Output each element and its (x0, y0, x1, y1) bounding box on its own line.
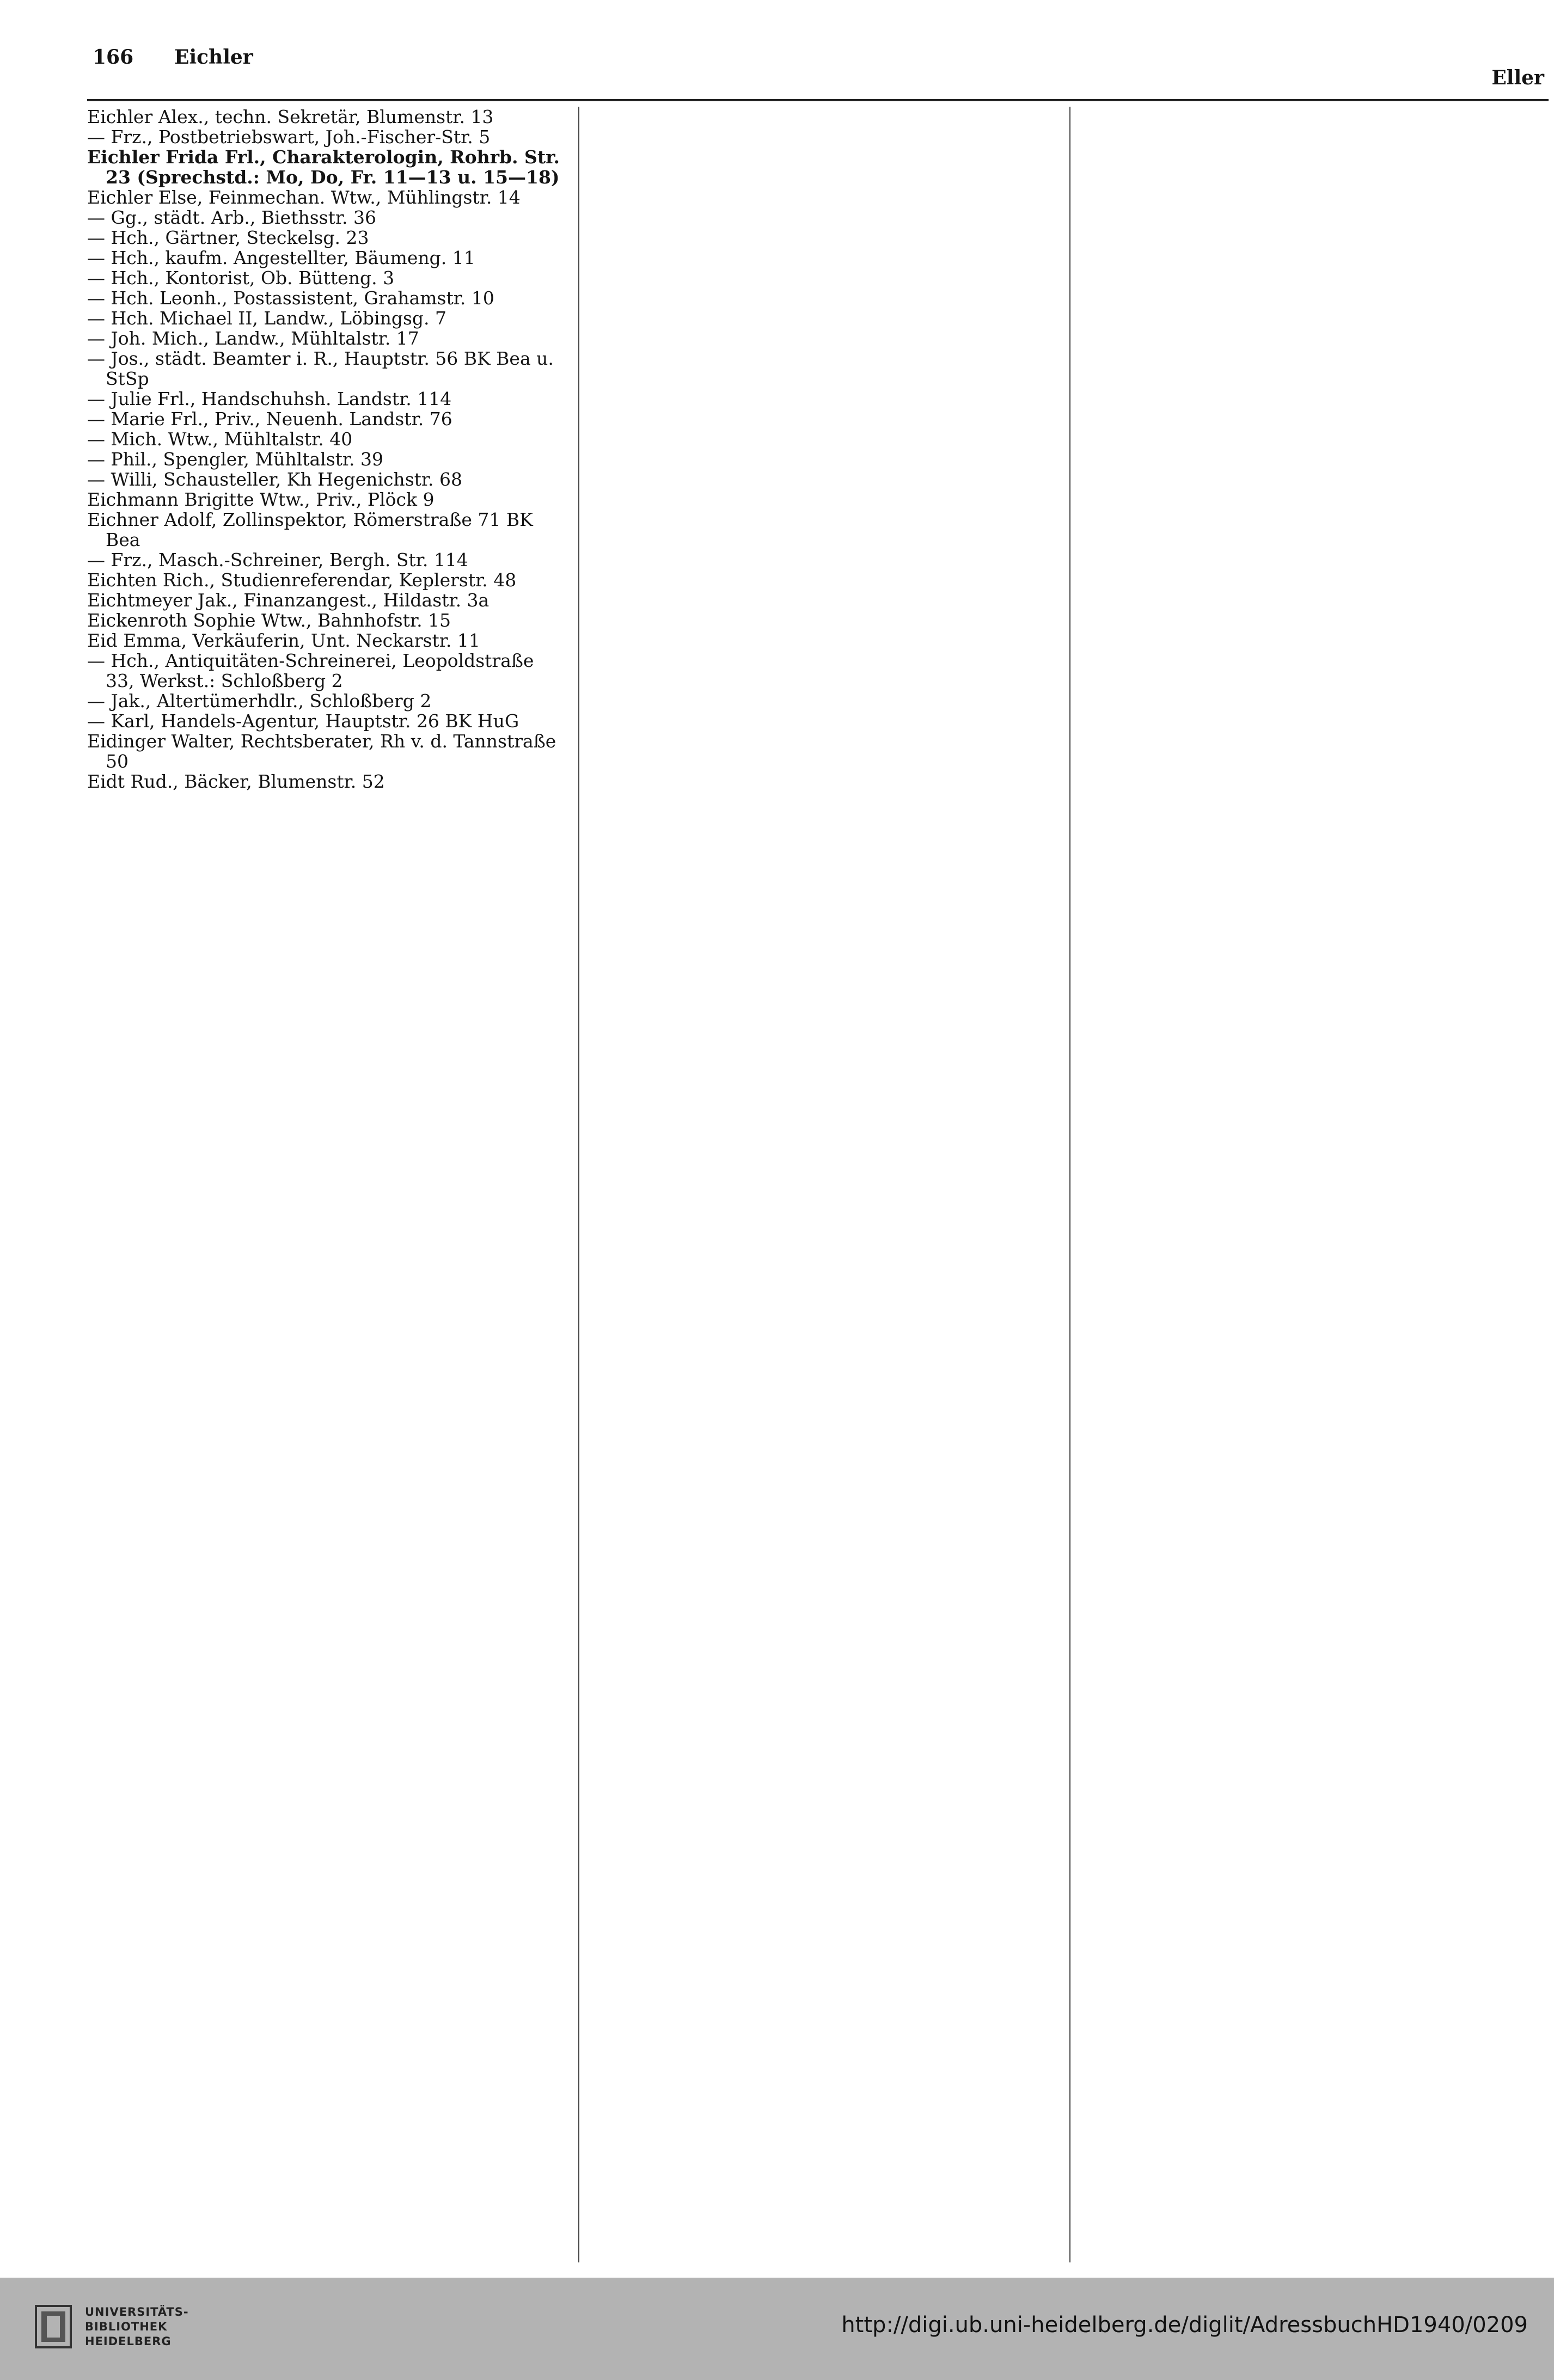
directory-entry: Eid Emma, Verkäuferin, Unt. Neckarstr. 11 (87, 630, 480, 651)
page-number: 166 (93, 46, 134, 69)
page-header (87, 42, 1554, 89)
library-logo-icon (33, 2302, 74, 2352)
library-name: UNIVERSITÄTS- BIBLIOTHEK HEIDELBERG (85, 2305, 189, 2348)
directory-entry: — Gg., städt. Arb., Biethsstr. 36 (87, 207, 376, 228)
directory-entry: Eichler Alex., techn. Sekretär, Blumenstr. 13 (87, 107, 494, 127)
source-url-link[interactable]: http://digi.ub.uni-heidelberg.de/diglit/AdressbuchHD1940/0209 (841, 2312, 1528, 2338)
directory-entry: Eickenroth Sophie Wtw., Bahnhofstr. 15 (87, 610, 451, 631)
directory-entry: — Hch. Michael II, Landw., Löbingsg. 7 (87, 308, 446, 329)
directory-entry: — Frz., Masch.-Schreiner, Bergh. Str. 114 (87, 549, 468, 571)
directory-entry: — Jos., städt. Beamter i. R., Hauptstr. 56 BK Bea u. StSp (87, 348, 554, 389)
directory-entry: — Hch., kaufm. Angestellter, Bäumeng. 11 (87, 247, 475, 268)
directory-column-1 (87, 107, 566, 2262)
directory-entry: — Hch. Leonh., Postassistent, Grahamstr. 10 (87, 287, 494, 309)
running-head-right: Eller (1491, 66, 1544, 89)
directory-entry: Eidinger Walter, Rechtsberater, Rh v. d. Tannstraße 50 (87, 731, 556, 772)
directory-entry: — Karl, Handels-Agentur, Hauptstr. 26 BK HuG (87, 710, 519, 732)
directory-entry: — Marie Frl., Priv., Neuenh. Landstr. 76 (87, 408, 452, 430)
directory-entry: — Jak., Altertümerhdlr., Schloßberg 2 (87, 690, 432, 711)
directory-entry: Eichner Adolf, Zollinspektor, Römerstraße 71 BK Bea (87, 509, 533, 550)
directory-entry: — Hch., Kontorist, Ob. Bütteng. 3 (87, 267, 395, 289)
directory-entry: Eichler Else, Feinmechan. Wtw., Mühlingstr. 14 (87, 187, 521, 208)
header-rule (87, 99, 1549, 101)
directory-entry: — Hch., Antiquitäten-Schreinerei, Leopoldstraße 33, Werkst.: Schloßberg 2 (87, 650, 534, 691)
directory-entry: Eichmann Brigitte Wtw., Priv., Plöck 9 (87, 489, 435, 510)
directory-column-3 (1069, 107, 1547, 2262)
directory-columns (87, 107, 1547, 2262)
directory-entry: Eichtmeyer Jak., Finanzangest., Hildastr. 3a (87, 590, 490, 611)
footer-bar (0, 2278, 1554, 2380)
directory-entry: Eidt Rud., Bäcker, Blumenstr. 52 (87, 771, 385, 792)
directory-entry: Eichten Rich., Studienreferendar, Keplerstr. 48 (87, 569, 517, 591)
directory-entry: — Mich. Wtw., Mühltalstr. 40 (87, 428, 353, 450)
directory-entry: — Julie Frl., Handschuhsh. Landstr. 114 (87, 388, 452, 409)
directory-entry: Eichler Frida Frl., Charakterologin, Rohrb. Str. 23 (Sprechstd.: Mo, Do, Fr. 11—13 u. 15—18) (87, 146, 560, 188)
directory-entry: — Hch., Gärtner, Steckelsg. 23 (87, 227, 369, 248)
directory-column-2 (578, 107, 1057, 2262)
directory-entry: — Phil., Spengler, Mühltalstr. 39 (87, 449, 384, 470)
directory-entry: — Willi, Schausteller, Kh Hegenichstr. 68 (87, 469, 463, 490)
running-head-left: Eichler (174, 46, 253, 69)
directory-entry: — Joh. Mich., Landw., Mühltalstr. 17 (87, 328, 419, 349)
directory-entry: — Frz., Postbetriebswart, Joh.-Fischer-Str. 5 (87, 126, 491, 148)
